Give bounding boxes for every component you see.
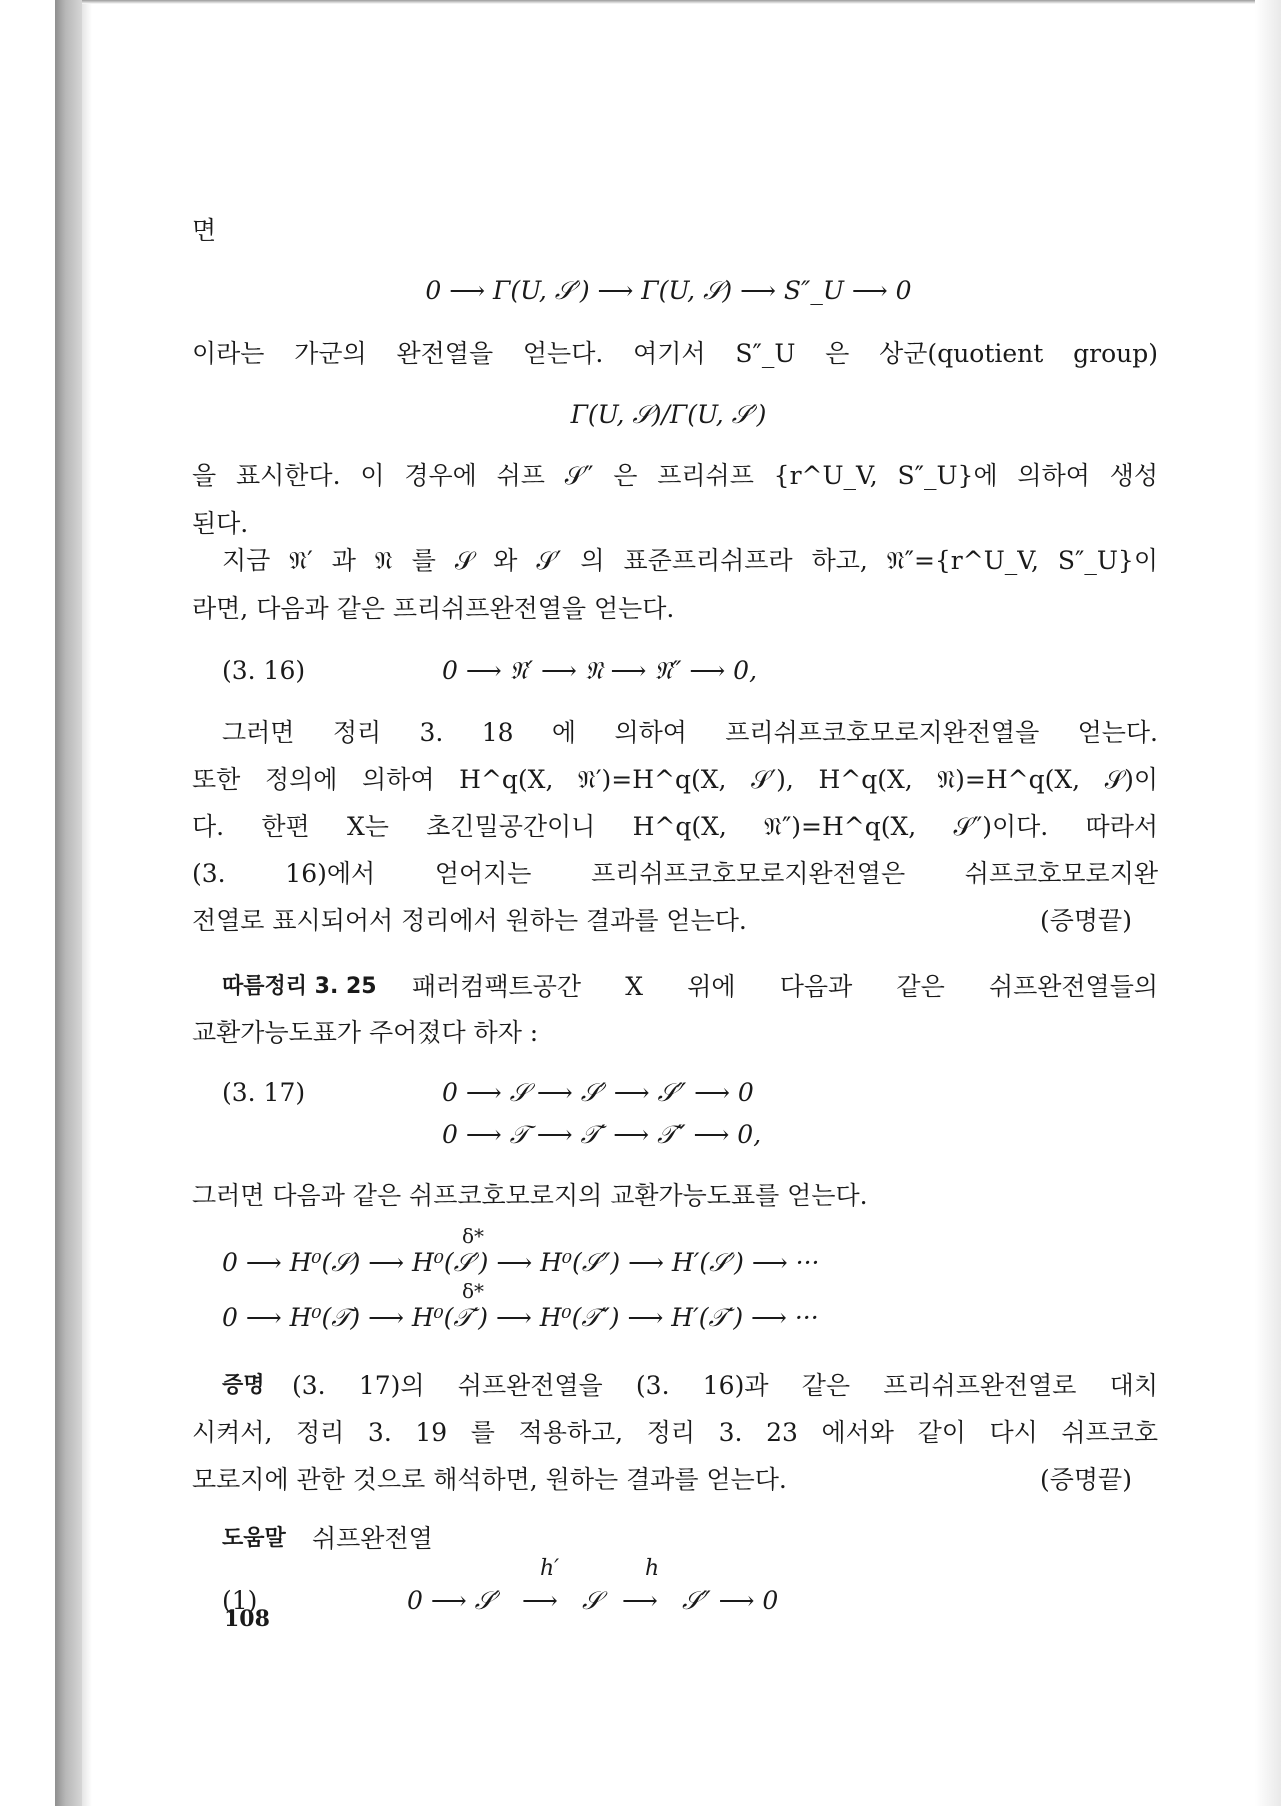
- paragraph-1-line-1: 이라는 가군의 완전열을 얻는다. 여기서 S″_U 은 상군(quotient group): [192, 339, 1158, 368]
- equation-3-17-row-1: 0 ⟶ 𝒮 ⟶ 𝒮′ ⟶ 𝒮″ ⟶ 0: [442, 1078, 754, 1107]
- book-left-edge: [55, 0, 82, 1806]
- proof-line-3: 모로지에 관한 것으로 해석하면, 원하는 결과를 얻는다.: [192, 1465, 787, 1494]
- equation-1-middle: 𝒮: [582, 1586, 602, 1615]
- arrow-2: ⟶: [622, 1586, 658, 1615]
- proof-line-1: (3. 17)의 쉬프완전열을 (3. 16)과 같은 프리쉬프완전열로 대치: [292, 1371, 1158, 1400]
- qed-mark-1: (증명끝): [1040, 906, 1132, 935]
- qed-mark-2: (증명끝): [1040, 1465, 1132, 1494]
- delta-star-label-2: δ*: [462, 1279, 485, 1303]
- paragraph-2-line-2: 라면, 다음과 같은 프리쉬프완전열을 얻는다.: [192, 594, 675, 623]
- equation-3-17-row-2: 0 ⟶ 𝒯 ⟶ 𝒯′ ⟶ 𝒯″ ⟶ 0,: [442, 1120, 762, 1149]
- paragraph-3-line-1: 그러면 정리 3. 18 에 의하여 프리쉬프코호모로지완전열을 얻는다.: [222, 718, 1158, 747]
- equation-1-start: 0 ⟶ 𝒮′: [407, 1586, 500, 1615]
- arrow-label-h-prime: h′: [540, 1556, 560, 1581]
- arrow-1: ⟶: [522, 1586, 558, 1615]
- proof-line-2: 시켜서, 정리 3. 19 를 적용하고, 정리 3. 23 에서와 같이 다시 쉬프코호: [192, 1418, 1158, 1447]
- paragraph-3-line-2: 또한 정의에 의하여 H^q(X, 𝔑′)=H^q(X, 𝒮′), H^q(X, 𝔑)=H^q(X, 𝒮)이: [192, 765, 1158, 794]
- remark-label: 도움말: [222, 1526, 286, 1551]
- proof-label: 증명: [222, 1373, 265, 1398]
- paragraph-4-line-1: 그러면 다음과 같은 쉬프코호모로지의 교환가능도표를 얻는다.: [192, 1181, 868, 1210]
- equation-gamma-sequence: 0 ⟶ Γ(U, 𝒮′) ⟶ Γ(U, 𝒮) ⟶ S″_U ⟶ 0: [425, 276, 912, 305]
- paragraph-1-line-3: 된다.: [192, 509, 249, 538]
- page-right-shadow: [1255, 0, 1281, 1806]
- cohomology-diagram-row-1: 0 ⟶ H⁰(𝒮) ⟶ H⁰(𝒮′) ⟶ H⁰(𝒮″) ⟶ H′(𝒮′) ⟶ ···: [222, 1248, 820, 1277]
- book-page: [82, 4, 1255, 1802]
- corollary-line-2: 교환가능도표가 주어졌다 하자 :: [192, 1018, 539, 1047]
- paragraph-2-line-1: 지금 𝔑′ 과 𝔑 를 𝒮 와 𝒮′ 의 표준프리쉬프라 하고, 𝔑″={r^U_V, S″_U}이: [222, 546, 1158, 575]
- equation-3-16: 0 ⟶ 𝔑′ ⟶ 𝔑 ⟶ 𝔑″ ⟶ 0,: [442, 656, 758, 685]
- corollary-label: 따름정리 3. 25: [222, 974, 377, 999]
- paragraph-3-line-3: 다. 한편 X는 초긴밀공간이니 H^q(X, 𝔑″)=H^q(X, 𝒮″)이다. 따라서: [192, 812, 1158, 841]
- equation-3-16-label: (3. 16): [222, 656, 306, 685]
- paragraph-1-line-2: 을 표시한다. 이 경우에 쉬프 𝒮″ 은 프리쉬프 {r^U_V, S″_U}에 의하여 생성: [192, 461, 1158, 490]
- paragraph-3-line-4: (3. 16)에서 얻어지는 프리쉬프코호모로지완전열은 쉬프코호모로지완: [192, 859, 1158, 888]
- paragraph-3-line-5: 전열로 표시되어서 정리에서 원하는 결과를 얻는다.: [192, 906, 747, 935]
- equation-3-17-label: (3. 17): [222, 1078, 306, 1107]
- arrow-label-h: h: [645, 1556, 660, 1581]
- page-number: 108: [224, 1606, 270, 1632]
- line-top: 면: [192, 216, 217, 245]
- equation-1-end: 𝒮″ ⟶ 0: [682, 1586, 779, 1615]
- delta-star-label-1: δ*: [462, 1224, 485, 1248]
- equation-1-label: (1): [222, 1586, 258, 1615]
- remark-title: 쉬프완전열: [312, 1524, 433, 1553]
- equation-quotient: Γ(U, 𝒮)/Γ(U, 𝒮′): [570, 400, 767, 429]
- cohomology-diagram-row-2: 0 ⟶ H⁰(𝒯) ⟶ H⁰(𝒯′) ⟶ H⁰(𝒯″) ⟶ H′(𝒯′) ⟶ ···: [222, 1303, 819, 1332]
- corollary-line-1: 패러컴팩트공간 X 위에 다음과 같은 쉬프완전열들의: [412, 972, 1158, 1001]
